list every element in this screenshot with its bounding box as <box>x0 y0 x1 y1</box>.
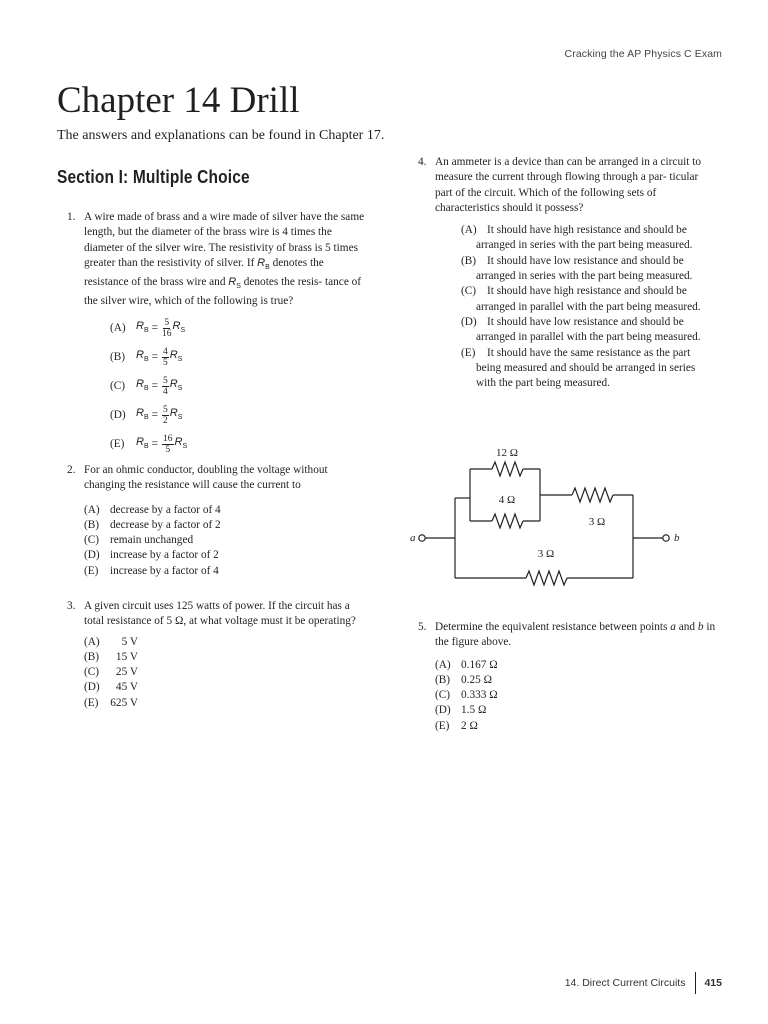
variable-subscript: B <box>143 384 149 392</box>
option-label: (D) <box>435 704 451 717</box>
resistor-4-ohm <box>492 514 523 528</box>
option-label: (C) <box>435 689 451 702</box>
variable-subscript: B <box>143 413 149 421</box>
variable-r-brass <box>136 406 149 425</box>
option-label: (B) <box>110 350 126 363</box>
option-label: (C) <box>84 666 100 679</box>
answer-option[interactable] <box>84 680 367 695</box>
stem-text: A wire made of brass and a wire made of silver have the same length, but the diameter of the brass wire is 4 times the diameter of the silver wire. The resistivity of brass is 5 times greater than the resistivity of silver. If <box>84 211 365 269</box>
variable-r-brass <box>136 319 149 338</box>
answer-option[interactable] <box>435 688 718 703</box>
answer-option[interactable] <box>435 254 718 285</box>
option-text: decrease by a factor of 2 <box>110 518 221 531</box>
option-label: (C) <box>461 285 477 298</box>
answer-option[interactable] <box>435 658 718 673</box>
option-label: (E) <box>110 437 125 450</box>
fraction-denominator: 16 <box>162 328 172 339</box>
variable-a: a <box>670 621 676 633</box>
resistor-12-ohm <box>492 462 523 476</box>
label-node-b: b <box>674 532 680 544</box>
stem-text: A given circuit uses 125 watts of power. If the circuit has a total resistance of 5 Ω, at what voltage must it be operating? <box>84 600 356 628</box>
answer-option[interactable] <box>84 343 367 372</box>
circuit-diagram <box>400 440 690 590</box>
answer-option[interactable] <box>435 284 718 315</box>
option-label: (E) <box>461 346 476 359</box>
option-label: (A) <box>84 503 100 516</box>
variable-subscript: S <box>180 326 186 334</box>
fraction <box>162 434 174 455</box>
footer-chapter: 14. Direct Current Circuits <box>564 977 686 989</box>
variable-symbol: R <box>174 435 183 448</box>
option-label: (B) <box>84 650 100 663</box>
answer-option[interactable] <box>435 673 718 688</box>
variable-subscript: B <box>143 326 149 334</box>
option-text: It should have the same resistance as the part being measured and should be arranged in series with the part being measured. <box>476 346 696 390</box>
option-label: (D) <box>84 681 100 694</box>
variable-symbol: R <box>172 319 181 332</box>
chapter-title: Chapter 14 Drill <box>57 80 300 121</box>
fraction-denominator: 2 <box>163 415 168 426</box>
question-5 <box>418 620 718 734</box>
option-text: 25 V <box>115 666 138 679</box>
label-12-ohm: 12 Ω <box>496 447 518 459</box>
question-3 <box>67 599 367 711</box>
question-5-stem <box>418 620 718 651</box>
option-label: (C) <box>84 534 100 547</box>
variable-r-brass <box>136 348 149 367</box>
stem-text: For an ohmic conductor, doubling the voltage without changing the resistance will cause the current to <box>84 464 328 492</box>
answer-option[interactable] <box>84 548 367 563</box>
variable-symbol: R <box>136 435 144 448</box>
variable-symbol: R <box>136 348 144 361</box>
chapter-subtitle: The answers and explanations can be found in Chapter 17. <box>57 128 385 143</box>
option-text: 1.5 Ω <box>461 704 487 717</box>
question-1-options <box>67 314 367 459</box>
option-label: (D) <box>461 315 477 328</box>
question-1-stem <box>67 210 367 310</box>
question-number: 5. <box>418 621 427 633</box>
answer-option[interactable] <box>84 314 367 343</box>
variable-symbol: R <box>136 406 144 419</box>
answer-option[interactable] <box>84 650 367 665</box>
answer-option[interactable] <box>84 533 367 548</box>
equals-sign: = <box>151 408 158 421</box>
answer-option[interactable] <box>84 564 367 579</box>
option-text: 15 V <box>115 650 138 663</box>
question-4-options <box>418 223 718 391</box>
label-3-ohm-series: 3 Ω <box>588 516 606 528</box>
variable-symbol: R <box>169 348 178 361</box>
running-head: Cracking the AP Physics C Exam <box>564 48 722 60</box>
resistor-3-ohm-series <box>572 488 613 502</box>
section-heading: Section I: Multiple Choice <box>57 167 250 187</box>
option-label: (A) <box>110 321 126 334</box>
question-2 <box>67 463 367 579</box>
stem-text: denotes the resis- tance of the silver wire, which of the following is true? <box>84 276 362 308</box>
fraction-numerator: 5 <box>163 404 168 415</box>
question-number: 3. <box>67 600 76 612</box>
question-2-stem <box>67 463 367 494</box>
variable-r-brass <box>136 377 149 396</box>
option-text: It should have high resistance and should be arranged in series with the part being measured. <box>476 224 693 252</box>
option-text: 5 V <box>121 635 138 648</box>
variable-r-brass: $R_B$ <box>257 256 270 271</box>
variable-r-silver: $R_S$ <box>228 276 241 291</box>
variable-r-silver <box>173 319 186 338</box>
option-text: remain unchanged <box>110 534 194 547</box>
option-text: increase by a factor of 2 <box>110 549 219 562</box>
question-1 <box>67 210 367 459</box>
label-4-ohm: 4 Ω <box>498 494 516 506</box>
variable-subscript: S <box>177 384 183 392</box>
answer-option[interactable] <box>435 346 718 392</box>
fraction-denominator: 5 <box>163 357 168 368</box>
label-node-a: a <box>410 532 416 544</box>
equals-sign: = <box>151 379 158 392</box>
variable-symbol: R <box>136 377 144 390</box>
resistor-3-ohm-bottom <box>526 571 567 585</box>
option-text: 0.25 Ω <box>461 673 492 686</box>
variable-r-silver <box>170 348 183 367</box>
variable-subscript: B <box>143 355 149 363</box>
answer-option[interactable] <box>435 315 718 346</box>
option-text: 2 Ω <box>461 719 478 732</box>
stem-text: in the figure above. <box>435 621 716 649</box>
stem-text: An ammeter is a device than can be arranged in a circuit to measure the current through flowing through a par- ticular part of the circuit. Which of the following sets of characteristics should it possess? <box>435 156 701 214</box>
variable-r-brass <box>136 435 149 454</box>
option-label: (D) <box>84 549 100 562</box>
answer-option[interactable] <box>435 719 718 734</box>
option-text: 625 V <box>110 696 138 709</box>
answer-option[interactable] <box>84 518 367 533</box>
question-3-options <box>67 635 367 711</box>
answer-option[interactable] <box>84 635 367 650</box>
question-5-options <box>418 658 718 734</box>
option-label: (D) <box>110 408 126 421</box>
node-a-terminal <box>419 535 425 541</box>
option-label: (E) <box>84 696 99 709</box>
fraction <box>162 405 169 426</box>
option-label: (A) <box>435 658 451 671</box>
answer-option[interactable] <box>435 703 718 718</box>
variable-r-silver <box>175 435 188 454</box>
equals-sign: = <box>151 321 158 334</box>
fraction <box>162 376 169 397</box>
answer-option[interactable] <box>84 372 367 401</box>
fraction-denominator: 5 <box>165 444 171 455</box>
fraction-denominator: 4 <box>163 386 168 397</box>
label-3-ohm-bottom: 3 Ω <box>537 548 555 560</box>
question-2-options <box>67 503 367 579</box>
option-label: (A) <box>84 635 100 648</box>
answer-option[interactable] <box>84 503 367 518</box>
variable-r-silver <box>170 377 183 396</box>
answer-option[interactable] <box>84 401 367 430</box>
answer-option[interactable] <box>84 430 367 459</box>
fraction <box>162 347 169 368</box>
variable-symbol: R <box>136 319 144 332</box>
equals-sign: = <box>151 350 158 363</box>
question-3-stem <box>67 599 367 630</box>
stem-text: denotes the resistance of the brass wire and <box>84 256 324 289</box>
variable-symbol: R <box>169 377 178 390</box>
option-label: (B) <box>435 673 451 686</box>
option-label: (B) <box>84 518 100 531</box>
fraction-numerator: 16 <box>163 433 173 444</box>
variable-subscript: S <box>177 413 183 421</box>
option-text: increase by a factor of 4 <box>110 564 219 577</box>
page-footer <box>565 972 722 994</box>
option-text: It should have low resistance and should be arranged in series with the part being measured. <box>476 254 693 283</box>
variable-subscript: S <box>182 442 188 450</box>
page-number: 415 <box>704 977 722 989</box>
question-4 <box>418 155 718 391</box>
answer-option[interactable] <box>84 696 367 711</box>
fraction-numerator: 5 <box>164 317 170 328</box>
variable-b: b <box>697 621 704 633</box>
node-b-terminal <box>663 535 669 541</box>
option-text: 0.167 Ω <box>461 658 498 671</box>
option-text: 45 V <box>115 681 138 694</box>
variable-subscript: B <box>143 442 149 450</box>
fraction-numerator: 4 <box>163 346 168 357</box>
option-label: (E) <box>435 719 450 732</box>
variable-symbol: R <box>169 406 178 419</box>
option-label: (C) <box>110 379 126 392</box>
question-4-stem <box>418 155 718 216</box>
answer-option[interactable] <box>84 665 367 680</box>
question-number: 2. <box>67 464 76 476</box>
question-number: 4. <box>418 156 427 168</box>
answer-option[interactable] <box>435 223 718 254</box>
stem-text: and <box>675 621 698 633</box>
question-number: 1. <box>67 211 76 223</box>
option-text: decrease by a factor of 4 <box>110 503 221 516</box>
equals-sign: = <box>151 437 158 450</box>
option-text: It should have high resistance and should be arranged in parallel with the part being measured. <box>476 285 701 313</box>
variable-subscript: S <box>177 355 183 363</box>
option-label: (A) <box>461 224 477 237</box>
option-text: It should have low resistance and should be arranged in parallel with the part being measured. <box>476 315 701 344</box>
stem-text: Determine the equivalent resistance between points <box>435 621 671 633</box>
option-label: (B) <box>461 254 477 267</box>
option-text: 0.333 Ω <box>461 689 498 702</box>
option-label: (E) <box>84 564 99 577</box>
fraction <box>162 318 172 339</box>
footer-divider <box>695 972 696 994</box>
fraction-numerator: 5 <box>163 375 168 386</box>
variable-r-silver <box>170 406 183 425</box>
